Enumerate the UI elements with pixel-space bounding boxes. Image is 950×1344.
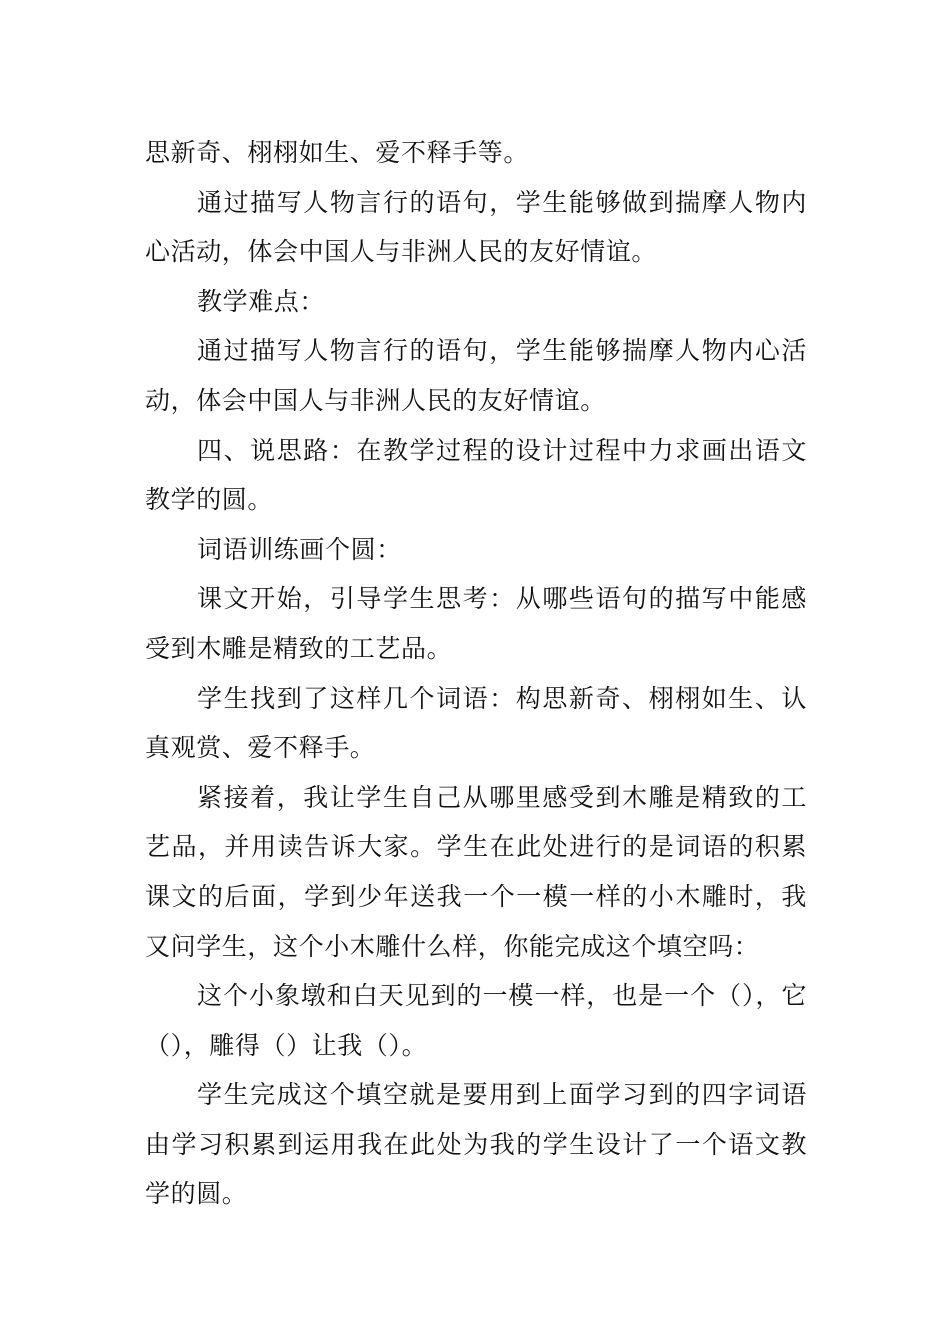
paragraph: 紧接着，我让学生自己从哪里感受到木雕是精致的工艺品，并用读告诉大家。学生在此处进行的是词语的积累课文的后面，学到少年送我一个一模一样的小木雕时，我又问学生，这个小木雕什么样，你能完成这个填空吗： [145, 782, 807, 961]
paragraph: 通过描写人物言行的语句，学生能够做到揣摩人物内心活动，体会中国人与非洲人民的友好情谊。 [145, 187, 807, 267]
section-heading: 词语训练画个圆： [197, 534, 402, 564]
section-heading: 教学难点： [197, 286, 326, 316]
paragraph: 课文开始，引导学生思考：从哪些语句的描写中能感受到木雕是精致的工艺品。 [145, 584, 807, 663]
paragraph: 这个小象墩和白天见到的一模一样，也是一个（），它（），雕得（）让我（）。 [145, 981, 807, 1060]
paragraph: 学生找到了这样几个词语：构思新奇、栩栩如生、认真观赏、爱不释手。 [145, 683, 807, 763]
paragraph-continued: 思新奇、栩栩如生、爱不释手等。 [145, 138, 530, 167]
document-body [145, 128, 807, 1219]
paragraph: 通过描写人物言行的语句，学生能够揣摩人物内心活动，体会中国人与非洲人民的友好情谊。 [145, 336, 807, 415]
paragraph: 学生完成这个填空就是要用到上面学习到的四字词语由学习积累到运用我在此处为我的学生设计了一个语文教学的圆。 [145, 1080, 807, 1209]
section-heading: 四、说思路：在教学过程的设计过程中力求画出语文教学的圆。 [145, 435, 807, 515]
